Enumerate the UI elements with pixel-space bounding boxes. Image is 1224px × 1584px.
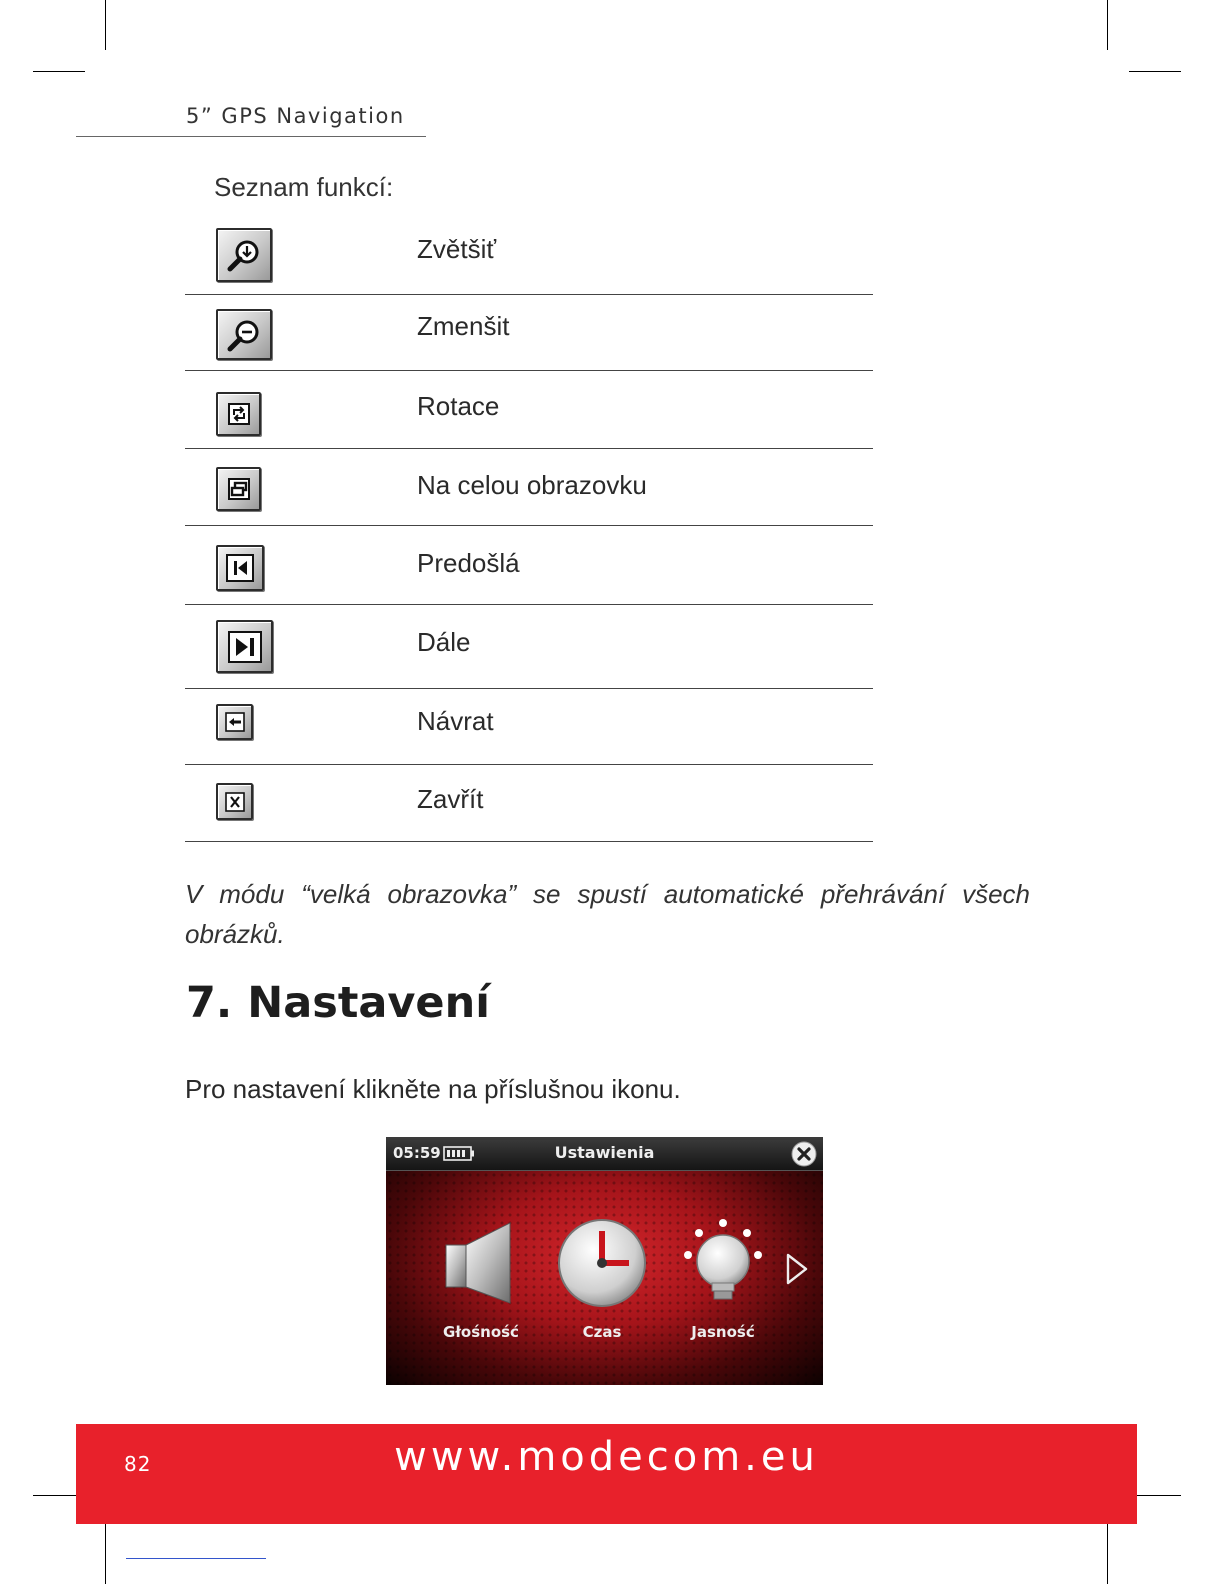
device-clock: 05:59 xyxy=(393,1144,441,1162)
device-screenshot xyxy=(386,1137,823,1385)
device-item-label: Głośność xyxy=(443,1323,519,1341)
device-screen-title: Ustawienia xyxy=(554,1143,655,1162)
crop-mark xyxy=(33,71,85,72)
fullscreen-icon xyxy=(216,467,261,511)
function-label: Zmenšit xyxy=(417,311,510,341)
crop-mark xyxy=(1129,71,1181,72)
function-row xyxy=(185,222,873,295)
function-row xyxy=(185,371,873,449)
function-label: Zavřít xyxy=(417,784,484,814)
back-arrow-icon xyxy=(216,704,253,740)
section-heading: 7. Nastavení xyxy=(186,978,490,1028)
function-label: Dále xyxy=(417,627,471,657)
function-row xyxy=(185,605,873,689)
device-item-label: Jasność xyxy=(691,1323,755,1341)
function-label: Návrat xyxy=(417,706,494,736)
crop-mark xyxy=(1107,1516,1108,1584)
close-icon xyxy=(216,783,253,820)
crop-mark xyxy=(105,1516,106,1584)
function-label: Predošlá xyxy=(417,548,520,578)
next-icon xyxy=(216,620,273,673)
function-list-title: Seznam funkcí: xyxy=(214,172,394,202)
function-row xyxy=(185,449,873,526)
function-label: Zvětšiť xyxy=(417,234,497,264)
function-row xyxy=(185,295,873,371)
footer-url[interactable]: www.modecom.eu xyxy=(394,1434,819,1480)
page-number: 82 xyxy=(124,1452,152,1476)
section-intro: Pro nastavení klikněte na příslušnou ikonu. xyxy=(185,1074,681,1104)
device-status-bar xyxy=(386,1137,823,1171)
function-label: Rotace xyxy=(417,391,500,421)
previous-icon xyxy=(216,545,264,591)
zoom-out-icon xyxy=(216,309,272,360)
device-item-label: Czas xyxy=(582,1323,622,1341)
bulb-icon xyxy=(676,1217,770,1311)
function-table xyxy=(185,222,873,842)
clock-icon xyxy=(557,1219,647,1311)
function-label: Na celou obrazovku xyxy=(417,470,647,500)
function-row xyxy=(185,689,873,765)
next-arrow-icon[interactable] xyxy=(784,1251,810,1287)
bottom-link-underline xyxy=(126,1558,266,1559)
function-row xyxy=(185,526,873,605)
footer-bar xyxy=(76,1424,1137,1524)
rotate-icon xyxy=(216,392,261,436)
speaker-icon xyxy=(444,1221,516,1305)
function-row xyxy=(185,765,873,842)
slideshow-note: V módu “velká obrazovka” se spustí automatické přehrávání všech obrázků. xyxy=(185,879,1030,949)
header-rule xyxy=(76,136,426,137)
close-icon[interactable] xyxy=(791,1141,817,1167)
crop-mark xyxy=(1107,0,1108,50)
running-header: 5” GPS Navigation xyxy=(186,104,405,128)
device-menu xyxy=(386,1171,823,1385)
zoom-in-icon xyxy=(216,228,272,282)
crop-mark xyxy=(105,0,106,50)
